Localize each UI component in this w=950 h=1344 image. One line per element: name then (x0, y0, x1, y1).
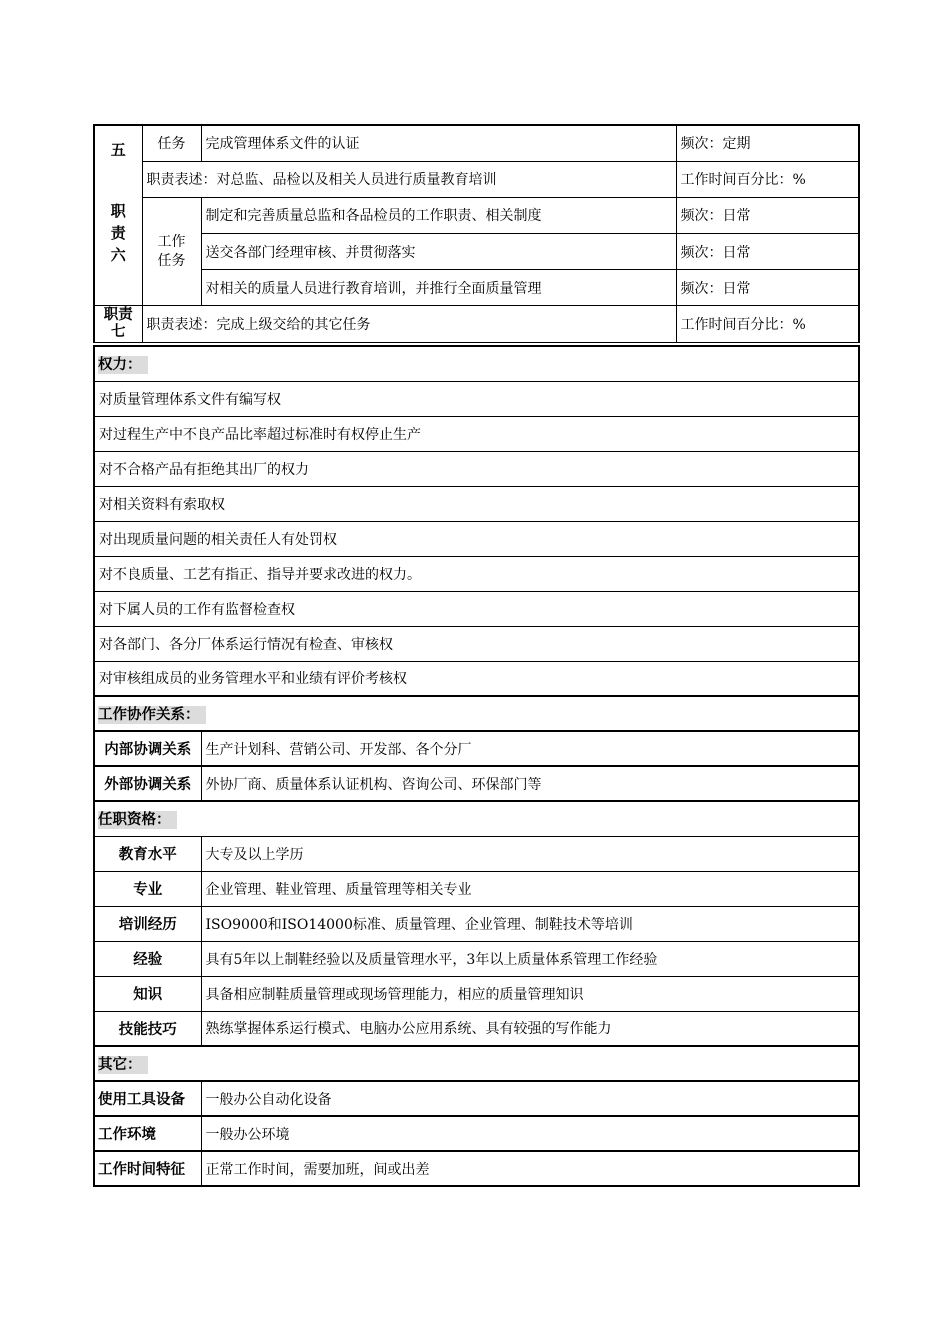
qualification-value: 企业管理、鞋业管理、质量管理等相关专业 (201, 871, 859, 906)
duty-6-label (94, 161, 142, 306)
duty-6-label-char: 职 (110, 202, 126, 221)
duty-6-task-text: 对相关的质量人员进行教育培训，并推行全面质量管理 (201, 270, 676, 306)
duty-6-label-char: 责 (110, 224, 126, 243)
qualification-value: ISO9000和ISO14000标准、质量管理、企业管理、制鞋技术等培训 (201, 906, 859, 941)
duty-7-label-text: 职责七 (103, 307, 133, 341)
duty-5-task-text: 完成管理体系文件的认证 (201, 125, 676, 161)
qualifications-title: 任职资格： (98, 811, 177, 829)
power-item (94, 451, 859, 486)
other-row (94, 1081, 859, 1116)
relation-row-internal (94, 731, 859, 766)
power-item-text: 对相关资料有索取权 (94, 486, 859, 521)
main-table (93, 345, 860, 1187)
relation-label: 外部协调关系 (94, 766, 201, 801)
qualification-value: 具备相应制鞋质量管理或现场管理能力，相应的质量管理知识 (201, 976, 859, 1011)
other-label: 工作时间特征 (94, 1151, 201, 1186)
qualification-label: 知识 (94, 976, 201, 1011)
power-item (94, 556, 859, 591)
qualification-row (94, 1011, 859, 1046)
powers-title: 权力： (98, 356, 148, 374)
relations-section-header (94, 696, 859, 731)
power-item-text: 对不合格产品有拒绝其出厂的权力 (94, 451, 859, 486)
duty-7-desc: 职责表述：完成上级交给的其它任务 (142, 306, 676, 342)
duty-6-desc: 职责表述：对总监、品检以及相关人员进行质量教育培训 (142, 161, 676, 197)
duty-6-task-row (94, 270, 859, 306)
qualification-value: 熟练掌握体系运行模式、电脑办公应用系统、具有较强的写作能力 (201, 1011, 859, 1046)
other-value: 一般办公自动化设备 (201, 1081, 859, 1116)
duty-7-row (94, 306, 859, 342)
duty-6-label-char: 六 (110, 246, 126, 265)
power-item (94, 626, 859, 661)
duty-6-task-row (94, 234, 859, 270)
relation-row-external (94, 766, 859, 801)
duty-6-task-row (94, 197, 859, 233)
power-item-text: 对质量管理体系文件有编写权 (94, 381, 859, 416)
other-row (94, 1116, 859, 1151)
qualification-row (94, 976, 859, 1011)
relations-title: 工作协作关系： (98, 706, 206, 724)
other-value: 一般办公环境 (201, 1116, 859, 1151)
duty-6-task-freq: 频次：日常 (676, 197, 859, 233)
duty-5-task-freq: 频次：定期 (676, 125, 859, 161)
other-row (94, 1151, 859, 1186)
power-item (94, 416, 859, 451)
qualification-label: 培训经历 (94, 906, 201, 941)
power-item-text: 对下属人员的工作有监督检查权 (94, 591, 859, 626)
power-item-text: 对审核组成员的业务管理水平和业绩有评价考核权 (94, 661, 859, 696)
power-item (94, 591, 859, 626)
relation-label: 内部协调关系 (94, 731, 201, 766)
duties-table (93, 124, 860, 343)
qualification-value: 具有5年以上制鞋经验以及质量管理水平，3年以上质量体系管理工作经验 (201, 941, 859, 976)
duty-6-task-freq: 频次：日常 (676, 234, 859, 270)
power-item-text: 对出现质量问题的相关责任人有处罚权 (94, 521, 859, 556)
powers-section-header (94, 346, 859, 381)
qualification-label: 专业 (94, 871, 201, 906)
other-label: 使用工具设备 (94, 1081, 201, 1116)
relation-value: 生产计划科、营销公司、开发部、各个分厂 (201, 731, 859, 766)
duty-6-task-text: 送交各部门经理审核、并贯彻落实 (201, 234, 676, 270)
duty-5-task-label: 任务 (142, 125, 201, 161)
qualification-value: 大专及以上学历 (201, 836, 859, 871)
other-label: 工作环境 (94, 1116, 201, 1151)
qualification-row (94, 871, 859, 906)
duty-5-label: 五 (94, 125, 142, 161)
power-item-text: 对不良质量、工艺有指正、指导并要求改进的权力。 (94, 556, 859, 591)
duty-6-desc-row (94, 161, 859, 197)
relation-value: 外协厂商、质量体系认证机构、咨询公司、环保部门等 (201, 766, 859, 801)
other-value: 正常工作时间，需要加班，间或出差 (201, 1151, 859, 1186)
duty-6-task-label (142, 197, 201, 306)
power-item (94, 486, 859, 521)
power-item-text: 对各部门、各分厂体系运行情况有检查、审核权 (94, 626, 859, 661)
duty-6-task-text: 制定和完善质量总监和各品检员的工作职责、相关制度 (201, 197, 676, 233)
power-item (94, 661, 859, 696)
qualification-row (94, 941, 859, 976)
power-item (94, 381, 859, 416)
qualification-label: 技能技巧 (94, 1011, 201, 1046)
duty-6-task-freq: 频次：日常 (676, 270, 859, 306)
qualification-row (94, 906, 859, 941)
others-title: 其它： (98, 1056, 148, 1074)
power-item-text: 对过程生产中不良产品比率超过标准时有权停止生产 (94, 416, 859, 451)
duty-5-task-row (94, 125, 859, 161)
duty-7-label (94, 306, 142, 342)
qualification-label: 教育水平 (94, 836, 201, 871)
duty-6-task-label-text: 工作任务 (157, 233, 186, 269)
qualifications-section-header (94, 801, 859, 836)
others-section-header (94, 1046, 859, 1081)
power-item (94, 521, 859, 556)
duty-7-time-pct: 工作时间百分比：% (676, 306, 859, 342)
qualification-label: 经验 (94, 941, 201, 976)
qualification-row (94, 836, 859, 871)
duty-6-time-pct: 工作时间百分比：% (676, 161, 859, 197)
